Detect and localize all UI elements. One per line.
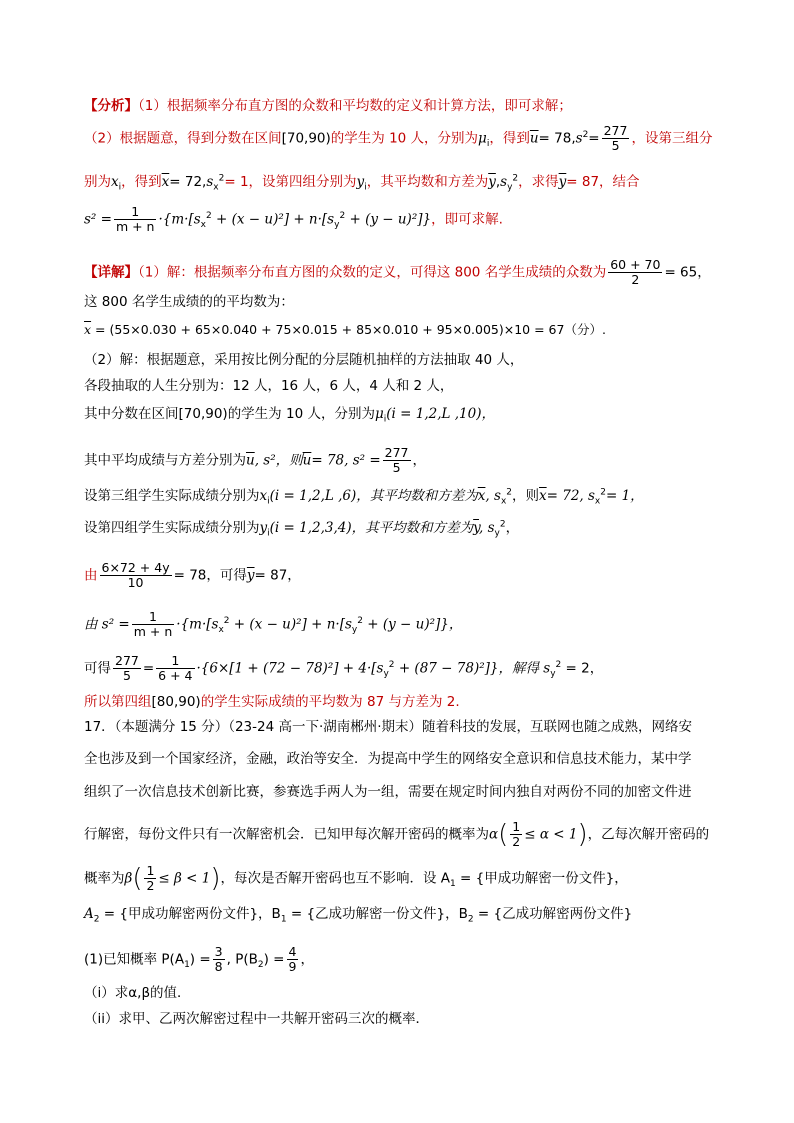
detail-line-1: 【详解】（1）解：根据频率分布直方图的众数的定义，可得这 800 名学生成绩的众数为 $\frac{60 + 70}{2}$ = 65， [84,257,711,287]
problem17-line-5: 概率为β( $\frac{1}{2}$ ≤ β < 1)，每次是否解开密码也互不影响．设 $A_1$ = {甲成功解密一份文件}， [84,863,628,894]
analysis-tag: 【分析】 [84,98,138,114]
detail-line-9: 设第四组学生实际成绩分别为$y_i(i = 1,2,3,4)$，其平均数和方差为$\overline{y}$, $s_y^2$， [84,519,520,539]
detail-line-10: 由 $\frac{6\times 72 + 4y}{10}$ = 78，可得$\overline{y}= 87$， [84,560,301,590]
problem17-line-2: 全也涉及到一个国家经济，金融，政治等安全．为提高中学生的网络安全意识和信息技术能力，某中学 [84,751,692,767]
fraction-277-5-eq: $\frac{277}{5}$ [115,653,139,683]
detail-line-8: 设第三组学生实际成绩分别为$x_i(i = 1,2,L$ ,6)，其平均数和方差为$\overline{x}$, $s_x^2$，则$\overline{x}= 72$, $s_x^2= 1$， [84,487,644,507]
problem17-line-1: 17．（本题满分 15 分）（23-24 高一下·湖南郴州·期末）随着科技的发展，互联网也随之成熟，网络安 [84,719,693,735]
fraction-1-m-n-detail: $\frac{1}{m + n}$ [133,609,173,639]
problem17-line-8: （i）求α,β的值． [84,985,191,1001]
problem17-line-7: (1)已知概率 $P(A_1)$ = $\frac{3}{8}$ , $P(B_2)$ = $\frac{4}{9}$ ， [84,944,314,974]
fraction-1-m-n: $\frac{1}{m + n}$ [115,204,155,234]
detail-tag: 【详解】 [84,264,138,281]
problem17-line-4: 行解密，每份文件只有一次解密机会．已知甲每次解开密码的概率为α( $\frac{1}{2}$ ≤ α < 1)，乙每次解开密码的 [84,819,710,850]
fraction-mean-eq: $\frac{6\times 72 + 4y}{10}$ [101,560,170,590]
problem17-line-3: 组织了一次信息技术创新比赛，参赛选手两人为一组，需要在规定时间内独自对两份不同的加密文件进 [84,784,692,800]
detail-line-4: （2）解：根据题意，采用按比例分配的分层随机抽样的方法抽取 40 人， [84,352,524,368]
problem17-line-6: $A_2$ = {甲成功解密两份文件}，$B_1$ = {乙成功解密一份文件}，$B_2$ = {乙成功解密两份文件} [84,906,633,925]
fraction-4-9: $\frac{4}{9}$ [288,944,297,974]
fraction-277-5-detail: $\frac{277}{5}$ [384,445,409,475]
analysis-line-1: 【分析】（1）根据频率分布直方图的众数和平均数的定义和计算方法，即可求解； [84,98,572,114]
fraction-1-2-beta: $\frac{1}{2}$ [146,863,155,893]
analysis-line-2: （2）根据题意，得到分数在区间[70,90)的学生为 10 人，分别为$\mu_i$，得到$\overline{u}= 78,s^2=$ $\frac{277}{5}$ ，设第三组分 [84,123,713,153]
detail-line-12: 可得 $\frac{277}{5}$ = $\frac{1}{6 + 4}$ $\cdot\{6\times[1 + (72 - 78)^2] + 4\cdot[s_y^2 + (87 - 78)^2]\}$，解得 $s_y^2 = 2$， [84,653,604,683]
problem17-line-9: （ii）求甲、乙两次解密过程中一共解开密码三次的概率． [84,1011,430,1027]
analysis-line-4-formula: s² = $\frac{1}{m + n}$ $\cdot\{m\cdot[s_x^2 + (x - u)^2] + n\cdot[s_y^2 + (y - u)^2]\}$，即可求解. [84,204,503,234]
detail-line-2: 这 800 名学生成绩的的平均数为： [84,294,294,310]
detail-line-11: 由 s² = $\frac{1}{m + n}$ $\cdot\{m\cdot[s_x^2 + (x - u)^2] + n\cdot[s_y^2 + (y - u)^2]\}$， [84,609,463,639]
fraction-1-6-4: $\frac{1}{6 + 4}$ [158,653,193,683]
fraction-3-8: $\frac{3}{8}$ [214,944,223,974]
detail-line-7: 其中平均成绩与方差分别为$\overline{u}$, s²，则$\overline{u}= 78$, s² = $\frac{277}{5}$ ， [84,445,427,475]
analysis-line-3: 别为$x_i$，得到$\overline{x}= 72,s_x^2= 1$，设第四组分别为$y_i$，其平均数和方差为$\overline{y},s_y^2$，求得$\overline{y}= 87$，结合 [84,173,640,193]
detail-line-3: $\overline{x} = (55\times 0.030 + 65\times 0.040 + 75\times 0.015 + 85\times 0.010 + 95\times 0.005)\times 10 = 67$（分）. [84,322,606,337]
detail-line-5: 各段抽取的人生分别为：12 人，16 人，6 人，4 人和 2 人， [84,378,454,394]
fraction-277-5: $\frac{277}{5}$ [603,123,628,153]
detail-line-6: 其中分数在区间[70,90)的学生为 10 人，分别为$\mu_i(i = 1,2,L$ ,10)， [84,406,495,425]
detail-line-13: 所以第四组[80,90)的学生实际成绩的平均数为 87 与方差为 2. [84,694,460,710]
fraction-1-2-alpha: $\frac{1}{2}$ [512,819,521,849]
fraction-60-70-2: $\frac{60 + 70}{2}$ [610,257,661,287]
